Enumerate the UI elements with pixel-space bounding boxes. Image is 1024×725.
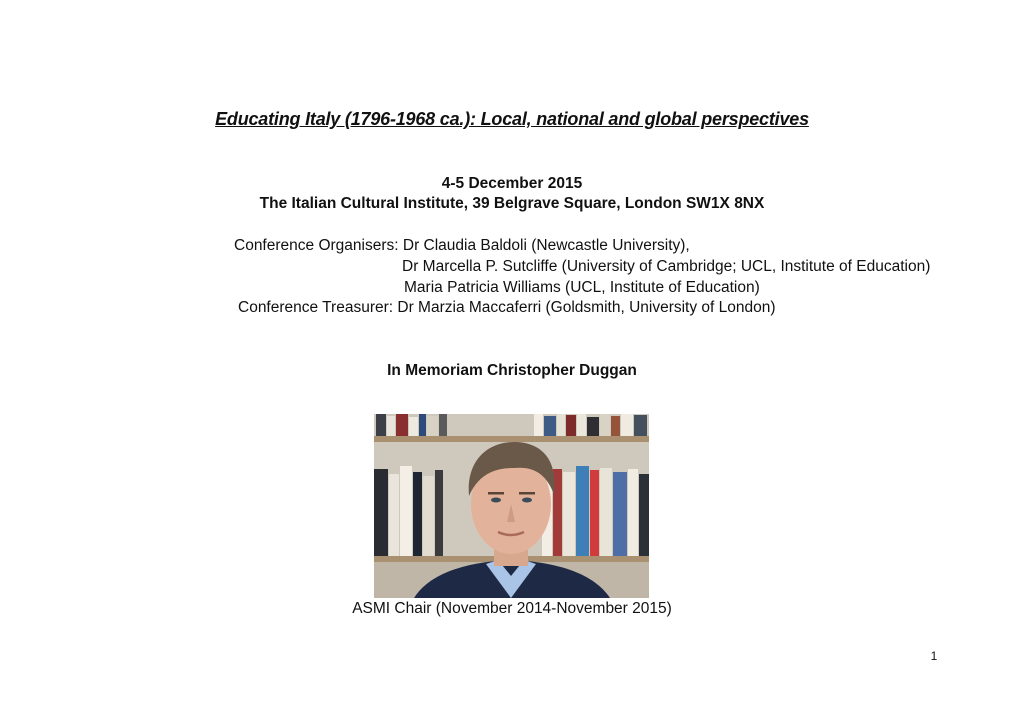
treasurer-row (238, 299, 776, 317)
treasurer-name: Dr Marzia Maccaferri (Goldsmith, University of London) (397, 299, 776, 316)
conference-date: 4-5 December 2015 (441, 175, 583, 192)
photo-caption: ASMI Chair (November 2014-November 2015) (352, 600, 672, 617)
conference-venue: The Italian Cultural Institute, 39 Belgrave Square, London SW1X 8NX (259, 195, 765, 212)
portrait-photo (374, 414, 649, 598)
memoriam-heading: In Memoriam Christopher Duggan (387, 362, 637, 379)
organiser-2: Dr Marcella P. Sutcliffe (University of Cambridge; UCL, Institute of Education) (402, 258, 931, 275)
organiser-1: Dr Claudia Baldoli (Newcastle University), (402, 237, 690, 254)
page-number: 1 (930, 649, 938, 663)
organisers-label: Conference Organisers: (234, 237, 399, 254)
document-title: Educating Italy (1796-1968 ca.): Local, national and global perspectives (215, 109, 809, 129)
organisers-row (234, 237, 690, 255)
organiser-3: Maria Patricia Williams (UCL, Institute of Education) (404, 279, 760, 296)
treasurer-label: Conference Treasurer: (238, 299, 394, 316)
